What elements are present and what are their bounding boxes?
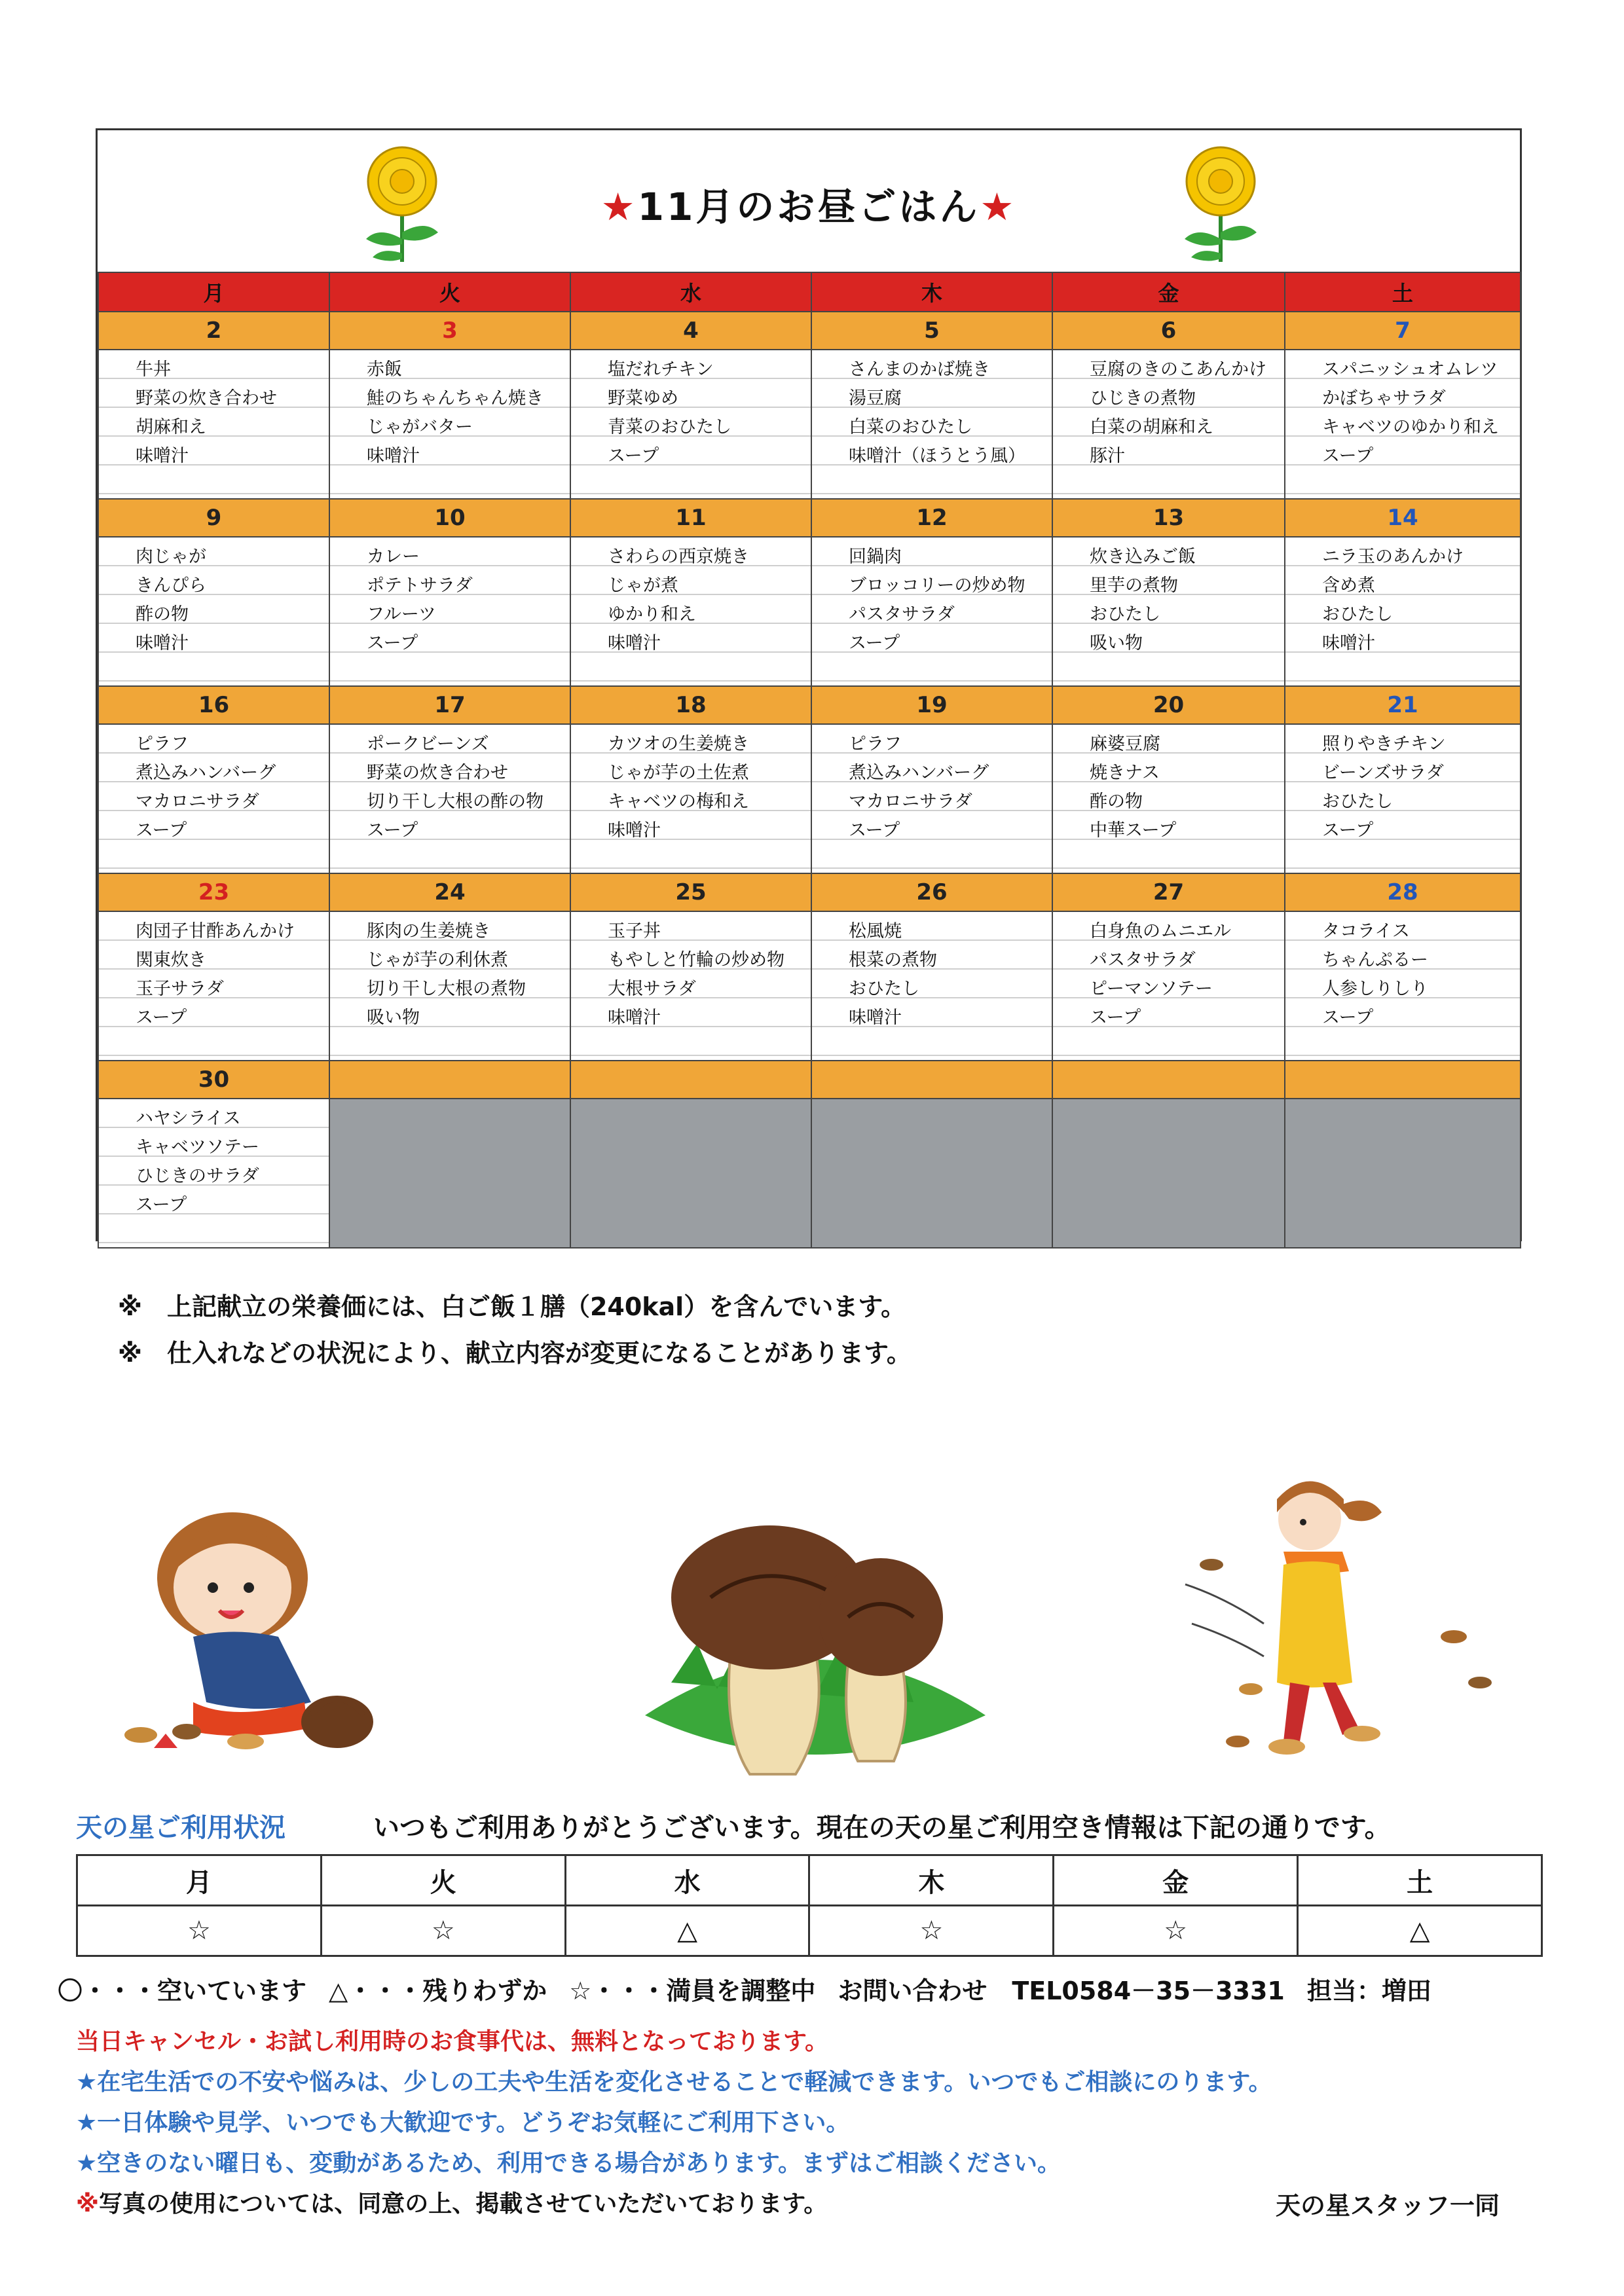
menu-items [99, 725, 329, 845]
date-row [98, 873, 1521, 911]
menu-item: ポークビーンズ [367, 734, 489, 754]
menu-cell [98, 350, 329, 499]
menu-item: 大根サラダ [608, 979, 696, 999]
contact-phone: お問い合わせ TEL0584－35－3331 [838, 1977, 1285, 2005]
menu-item: スープ [136, 1008, 187, 1028]
menu-item: スープ [1090, 1008, 1141, 1028]
menu-item: 酢の物 [1090, 792, 1143, 812]
menu-items [330, 538, 570, 658]
date-cell: 17 [329, 686, 570, 724]
menu-items [99, 350, 329, 471]
date-cell: 21 [1285, 686, 1521, 724]
availability-mark: △ [1298, 1906, 1542, 1956]
note-mark: ※ [76, 2191, 99, 2217]
weekday-header: 月 [98, 272, 329, 312]
menu-item: マカロニサラダ [849, 792, 972, 812]
menu-item: タコライス [1322, 921, 1410, 941]
menu-row [98, 724, 1521, 873]
menu-item: 里芋の煮物 [1090, 575, 1178, 596]
menu-item: さわらの西京焼き [608, 547, 749, 567]
menu-row [98, 1099, 1521, 1248]
menu-item: 野菜ゆめ [608, 388, 678, 409]
menu-item: ポテトサラダ [367, 575, 473, 596]
date-cell: 24 [329, 873, 570, 911]
menu-item: 関東炊き [136, 950, 206, 970]
menu-items [99, 538, 329, 658]
menu-item: 野菜の炊き合わせ [136, 388, 277, 409]
menu-items [812, 725, 1052, 845]
menu-item: ひじきのサラダ [136, 1166, 259, 1186]
menu-item: カレー [367, 547, 420, 567]
page-title [98, 176, 1520, 231]
menu-title-area [98, 130, 1520, 272]
weekday-header: 土 [1285, 272, 1521, 312]
menu-cell [329, 350, 570, 499]
menu-table [98, 272, 1521, 1248]
menu-item: スパニッシュオムレツ [1322, 359, 1498, 380]
date-cell: 26 [811, 873, 1052, 911]
menu-items [571, 350, 811, 471]
menu-item: 味噌汁 [1322, 633, 1375, 653]
date-cell: 13 [1052, 499, 1285, 537]
menu-item: パスタサラダ [1090, 950, 1196, 970]
menu-cell [98, 537, 329, 686]
menu-item: 味噌汁 [608, 820, 661, 841]
date-cell: 6 [1052, 312, 1285, 350]
menu-item: 焼きナス [1090, 763, 1160, 783]
date-cell: 12 [811, 499, 1052, 537]
menu-items [1053, 912, 1284, 1032]
legend-few: △・・・残りわずか [329, 1977, 547, 2005]
menu-item: 青菜のおひたし [608, 417, 731, 437]
menu-item: 野菜の炊き合わせ [367, 763, 508, 783]
menu-item: 松風焼 [849, 921, 902, 941]
menu-item: 吸い物 [367, 1008, 420, 1028]
menu-item: 湯豆腐 [849, 388, 902, 409]
menu-item: スープ [1322, 820, 1374, 841]
menu-cell [1052, 911, 1285, 1061]
menu-cell [570, 537, 811, 686]
empty-cell [1052, 1099, 1285, 1248]
menu-item: スープ [608, 446, 659, 466]
empty-cell [570, 1099, 811, 1248]
availability-day: 金 [1054, 1855, 1298, 1906]
menu-items [330, 912, 570, 1032]
menu-items [99, 1099, 329, 1220]
menu-item: ちゃんぷるー [1322, 950, 1428, 970]
menu-item: 胡麻和え [136, 417, 206, 437]
menu-items [99, 912, 329, 1032]
menu-cell [1052, 537, 1285, 686]
menu-item: ひじきの煮物 [1090, 388, 1196, 409]
date-cell: 5 [811, 312, 1052, 350]
free-meal-notice: 当日キャンセル・お試し利用時のお食事代は、無料となっております。 [76, 2028, 829, 2055]
menu-item: スープ [849, 820, 900, 841]
menu-cell [1285, 724, 1521, 873]
menu-item: 味噌汁 [608, 633, 661, 653]
menu-cell [1285, 911, 1521, 1061]
date-cell: 9 [98, 499, 329, 537]
contact-person: 担当：増田 [1306, 1977, 1431, 2005]
date-cell: 25 [570, 873, 811, 911]
menu-item: スープ [136, 1195, 187, 1215]
date-cell [1052, 1061, 1285, 1099]
menu-item: ブロッコリーの炒め物 [849, 575, 1025, 596]
menu-item: じゃが煮 [608, 575, 678, 596]
menu-item: ゆかり和え [608, 604, 696, 625]
menu-item: さんまのかば焼き [849, 359, 990, 380]
menu-item: 白身魚のムニエル [1090, 921, 1231, 941]
menu-items [1053, 350, 1284, 471]
menu-item: じゃが芋の利休煮 [367, 950, 508, 970]
availability-mark: ☆ [77, 1906, 322, 1956]
menu-cell [570, 911, 811, 1061]
menu-cell [811, 724, 1052, 873]
menu-items [1285, 912, 1520, 1032]
menu-row [98, 911, 1521, 1061]
photo-notice-text: 写真の使用については、同意の上、掲載させていただいております。 [99, 2191, 828, 2217]
date-cell: 28 [1285, 873, 1521, 911]
weekday-header: 水 [570, 272, 811, 312]
availability-day: 月 [77, 1855, 322, 1906]
menu-item: おひたし [1322, 604, 1393, 625]
menu-item: 味噌汁（ほうとう風） [849, 446, 1025, 466]
menu-cell [98, 1099, 329, 1248]
menu-item: 吸い物 [1090, 633, 1143, 653]
menu-item: 照りやきチキン [1322, 734, 1446, 754]
date-cell: 4 [570, 312, 811, 350]
menu-item: 玉子サラダ [136, 979, 224, 999]
menu-item: スープ [136, 820, 187, 841]
menu-items [1053, 725, 1284, 845]
menu-item: キャベツソテー [136, 1137, 259, 1157]
availability-day: 木 [809, 1855, 1054, 1906]
menu-item: ビーンズサラダ [1322, 763, 1444, 783]
availability-legend [58, 1971, 1564, 2007]
menu-items [571, 912, 811, 1032]
date-cell: 30 [98, 1061, 329, 1099]
date-cell: 18 [570, 686, 811, 724]
girl-collecting-leaves-illustration [115, 1506, 403, 1761]
menu-item: 酢の物 [136, 604, 189, 625]
menu-cell [98, 724, 329, 873]
menu-item: 味噌汁 [849, 1008, 902, 1028]
menu-items [1053, 538, 1284, 658]
date-cell [1285, 1061, 1521, 1099]
menu-row [98, 537, 1521, 686]
menu-item: スープ [849, 633, 900, 653]
menu-item: 豆腐のきのこあんかけ [1090, 359, 1266, 380]
menu-item: 白菜のおひたし [849, 417, 972, 437]
menu-items [812, 538, 1052, 658]
date-cell: 23 [98, 873, 329, 911]
menu-item: 味噌汁 [136, 446, 189, 466]
menu-item: 味噌汁 [136, 633, 189, 653]
menu-item: 切り干し大根の煮物 [367, 979, 526, 999]
date-cell [329, 1061, 570, 1099]
menu-cell [570, 724, 811, 873]
date-cell [811, 1061, 1052, 1099]
info-line: ★空きのない曜日も、変動があるため、利用できる場合があります。まずはご相談ください。 [76, 2150, 1061, 2177]
menu-item: ピラフ [849, 734, 902, 754]
menu-item: おひたし [1322, 792, 1393, 812]
menu-items [1285, 725, 1520, 845]
menu-item: スープ [1322, 1008, 1374, 1028]
menu-items [812, 912, 1052, 1032]
date-cell: 2 [98, 312, 329, 350]
availability-mark-row [77, 1906, 1542, 1956]
menu-item: 人参しりしり [1322, 979, 1428, 999]
menu-items [812, 350, 1052, 471]
menu-items [1285, 350, 1520, 471]
star-icon: ★ [980, 185, 1017, 229]
menu-cell [329, 537, 570, 686]
menu-item: 煮込みハンバーグ [849, 763, 989, 783]
menu-item: キャベツの梅和え [608, 792, 749, 812]
empty-cell [329, 1099, 570, 1248]
matsutake-mushroom-illustration [632, 1486, 999, 1787]
menu-cell [329, 724, 570, 873]
menu-cell [811, 350, 1052, 499]
availability-day: 火 [321, 1855, 565, 1906]
weekday-header: 火 [329, 272, 570, 312]
weekday-header: 木 [811, 272, 1052, 312]
menu-item: 切り干し大根の酢の物 [367, 792, 544, 812]
menu-item: きんぴら [136, 575, 206, 596]
menu-item: おひたし [849, 979, 919, 999]
date-cell: 16 [98, 686, 329, 724]
date-row [98, 1061, 1521, 1099]
menu-item: 白菜の胡麻和え [1090, 417, 1213, 437]
lunch-menu-calendar [96, 128, 1522, 1241]
menu-cell [1285, 537, 1521, 686]
info-line: ★在宅生活での不安や悩みは、少しの工夫や生活を変化させることで軽減できます。いつでもご相談にのります。 [76, 2069, 1272, 2096]
menu-item: カツオの生姜焼き [608, 734, 749, 754]
availability-table [76, 1854, 1543, 1957]
menu-items [1285, 538, 1520, 658]
menu-item: ハヤシライス [136, 1108, 241, 1129]
nutrition-note: ※ 上記献立の栄養価には、白ご飯１膳（240kal）を含んでいます。 [118, 1292, 906, 1321]
menu-item: 肉団子甘酢あんかけ [136, 921, 295, 941]
menu-item: ピーマンソテー [1090, 979, 1213, 999]
date-cell: 11 [570, 499, 811, 537]
photo-notice [76, 2185, 827, 2219]
menu-item: ニラ玉のあんかけ [1322, 547, 1464, 567]
empty-cell [811, 1099, 1052, 1248]
date-cell: 27 [1052, 873, 1285, 911]
menu-item: じゃがバター [367, 417, 473, 437]
staff-signature: 天の星スタッフ一同 [1276, 2191, 1500, 2220]
menu-item: フルーツ [367, 604, 436, 625]
date-row [98, 312, 1521, 350]
menu-item: ピラフ [136, 734, 189, 754]
date-cell: 14 [1285, 499, 1521, 537]
date-cell: 3 [329, 312, 570, 350]
menu-item: 含め煮 [1322, 575, 1375, 596]
menu-item: おひたし [1090, 604, 1160, 625]
date-cell [570, 1061, 811, 1099]
menu-item: パスタサラダ [849, 604, 955, 625]
menu-item: もやしと竹輪の炒め物 [608, 950, 784, 970]
menu-item: 麻婆豆腐 [1090, 734, 1160, 754]
menu-item: スープ [367, 633, 418, 653]
menu-row [98, 350, 1521, 499]
menu-cell [1052, 350, 1285, 499]
menu-cell [1052, 724, 1285, 873]
menu-item: 豚肉の生姜焼き [367, 921, 490, 941]
menu-item: マカロニサラダ [136, 792, 259, 812]
menu-item: 炊き込みご飯 [1090, 547, 1196, 567]
date-cell: 7 [1285, 312, 1521, 350]
menu-items [571, 725, 811, 845]
legend-full: ☆・・・満員を調整中 [569, 1977, 816, 2005]
menu-item: 中華スープ [1090, 820, 1177, 841]
menu-cell [811, 911, 1052, 1061]
status-heading: 天の星ご利用状況 [76, 1813, 286, 1843]
availability-mark: ☆ [321, 1906, 565, 1956]
star-icon: ★ [600, 185, 638, 229]
menu-item: 豚汁 [1090, 446, 1125, 466]
menu-change-note: ※ 仕入れなどの状況により、献立内容が変更になることがあります。 [118, 1339, 912, 1368]
empty-cell [1285, 1099, 1521, 1248]
menu-item: じゃが芋の土佐煮 [608, 763, 749, 783]
menu-item: 玉子丼 [608, 921, 661, 941]
menu-cell [98, 911, 329, 1061]
menu-cell [811, 537, 1052, 686]
status-message: いつもご利用ありがとうございます。現在の天の星ご利用空き情報は下記の通りです。 [373, 1813, 1391, 1843]
menu-item: 塩だれチキン [608, 359, 714, 380]
info-line: ★一日体験や見学、いつでも大歓迎です。どうぞお気軽にご利用下さい。 [76, 2109, 850, 2136]
menu-item: 味噌汁 [608, 1008, 661, 1028]
date-cell: 20 [1052, 686, 1285, 724]
menu-cell [1285, 350, 1521, 499]
menu-cell [329, 911, 570, 1061]
title-text: 11月のお昼ごはん [637, 185, 980, 229]
menu-items [330, 725, 570, 845]
menu-item: 味噌汁 [367, 446, 420, 466]
availability-day: 水 [565, 1855, 809, 1906]
menu-item: 牛丼 [136, 359, 171, 380]
menu-item: 赤飯 [367, 359, 402, 380]
menu-item: 煮込みハンバーグ [136, 763, 276, 783]
legend-open: 〇・・・空いています [58, 1977, 307, 2005]
availability-day: 土 [1298, 1855, 1542, 1906]
date-cell: 19 [811, 686, 1052, 724]
menu-item: かぼちゃサラダ [1322, 388, 1446, 409]
date-cell: 10 [329, 499, 570, 537]
menu-items [571, 538, 811, 658]
date-row [98, 499, 1521, 537]
menu-cell [570, 350, 811, 499]
menu-item: 根菜の煮物 [849, 950, 937, 970]
weekday-header: 金 [1052, 272, 1285, 312]
weekday-header-row [98, 272, 1521, 312]
menu-item: 肉じゃが [136, 547, 206, 567]
girl-walking-autumn-illustration [1172, 1467, 1513, 1774]
availability-mark: ☆ [809, 1906, 1054, 1956]
menu-item: 鮭のちゃんちゃん焼き [367, 388, 544, 409]
availability-mark: ☆ [1054, 1906, 1298, 1956]
availability-day-row [77, 1855, 1542, 1906]
menu-items [330, 350, 570, 471]
menu-item: 回鍋肉 [849, 547, 902, 567]
availability-mark: △ [565, 1906, 809, 1956]
menu-item: スープ [367, 820, 418, 841]
menu-item: キャベツのゆかり和え [1322, 417, 1499, 437]
date-row [98, 686, 1521, 724]
menu-item: スープ [1322, 446, 1374, 466]
